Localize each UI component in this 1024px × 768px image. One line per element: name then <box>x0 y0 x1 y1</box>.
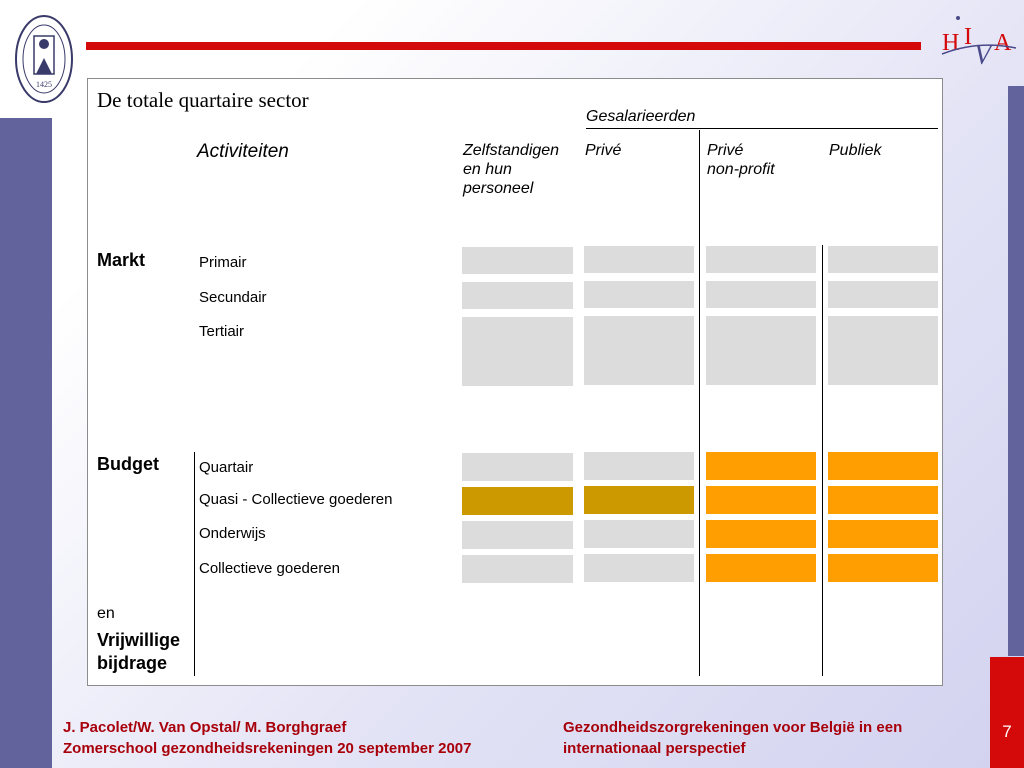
activities-header: Activiteiten <box>197 141 289 162</box>
cell-secondary-self-employed <box>462 282 573 309</box>
right-side-bar <box>1008 86 1024 656</box>
cell-education-private <box>584 520 694 548</box>
cell-collective-private <box>584 554 694 582</box>
self-employed-header <box>463 141 559 198</box>
footer-topic-line2: internationaal perspectief <box>563 740 746 757</box>
self-employed-header-line3: personeel <box>463 180 534 197</box>
slide-title: De totale quartaire sector <box>97 88 309 112</box>
private-nonprofit-header-line2: non-profit <box>707 161 775 178</box>
employees-group-underline <box>586 128 938 129</box>
university-seal-logo <box>14 14 74 104</box>
nonprofit-public-divider-line <box>822 245 823 676</box>
cell-collective-self-employed <box>462 555 573 583</box>
cell-education-public <box>828 520 938 548</box>
cell-quaternary-public <box>828 452 938 480</box>
cell-quasi-collective-nonprofit <box>706 486 816 514</box>
row-label-education: Onderwijs <box>199 525 266 542</box>
budget-divider-line <box>194 452 195 676</box>
private-nonprofit-header-line1: Privé <box>707 142 744 159</box>
cell-education-nonprofit <box>706 520 816 548</box>
cell-collective-public <box>828 554 938 582</box>
voluntary-line1: Vrijwillige <box>97 630 181 650</box>
row-label-quaternary: Quartair <box>199 459 254 476</box>
footer-authors: J. Pacolet/W. Van Opstal/ M. Borghgraef <box>63 719 347 736</box>
private-nonprofit-header <box>707 141 775 179</box>
cell-secondary-public <box>828 281 938 308</box>
cell-quaternary-nonprofit <box>706 452 816 480</box>
employees-group-header: Gesalarieerden <box>586 108 696 125</box>
voluntary-contribution-label <box>97 629 180 675</box>
row-label-quasi-collective: Quasi - Collectieve goederen <box>199 491 393 508</box>
cell-tertiary-private <box>584 316 694 385</box>
svg-text:H: H <box>942 30 960 56</box>
cell-quaternary-private <box>584 452 694 480</box>
cell-primary-self-employed <box>462 247 573 274</box>
footer-topic-line1: Gezondheidszorgrekeningen voor België in een <box>563 719 903 736</box>
cell-secondary-nonprofit <box>706 281 816 308</box>
public-header: Publiek <box>829 142 882 159</box>
svg-text:I: I <box>964 24 972 50</box>
row-label-secondary: Secundair <box>199 289 267 306</box>
voluntary-line2: bijdrage <box>97 653 168 673</box>
cell-quaternary-self-employed <box>462 453 573 481</box>
footer-right <box>563 717 902 759</box>
cell-tertiary-public <box>828 316 938 385</box>
cell-education-self-employed <box>462 521 573 549</box>
seal-year: 1425 <box>36 80 52 89</box>
self-employed-header-line1: Zelfstandigen <box>463 142 560 159</box>
cell-tertiary-self-employed <box>462 317 573 386</box>
and-label: en <box>97 605 115 622</box>
cell-quasi-collective-self-employed <box>462 487 573 515</box>
row-label-tertiary: Tertiair <box>199 323 245 340</box>
private-header: Privé <box>585 142 622 159</box>
header-red-line <box>86 42 921 50</box>
page-number: 7 <box>1002 722 1012 741</box>
footer-event: Zomerschool gezondheidsrekeningen 20 september 2007 <box>63 740 472 757</box>
cell-tertiary-nonprofit <box>706 316 816 385</box>
cell-primary-nonprofit <box>706 246 816 273</box>
hiva-logo <box>938 14 1020 70</box>
page-number-box <box>990 657 1024 768</box>
budget-group-label: Budget <box>97 454 159 474</box>
svg-text:V: V <box>974 40 992 70</box>
market-group-label: Markt <box>97 250 146 270</box>
cell-secondary-private <box>584 281 694 308</box>
row-label-primary: Primair <box>199 254 247 271</box>
footer-left <box>63 717 471 759</box>
left-side-bar <box>0 118 52 768</box>
employees-divider-line <box>699 130 700 676</box>
self-employed-header-line2: en hun <box>463 161 512 178</box>
cell-primary-public <box>828 246 938 273</box>
cell-quasi-collective-public <box>828 486 938 514</box>
cell-collective-nonprofit <box>706 554 816 582</box>
svg-text:A: A <box>994 30 1012 56</box>
row-label-collective: Collectieve goederen <box>199 560 340 577</box>
cell-quasi-collective-private <box>584 486 694 514</box>
cell-primary-private <box>584 246 694 273</box>
